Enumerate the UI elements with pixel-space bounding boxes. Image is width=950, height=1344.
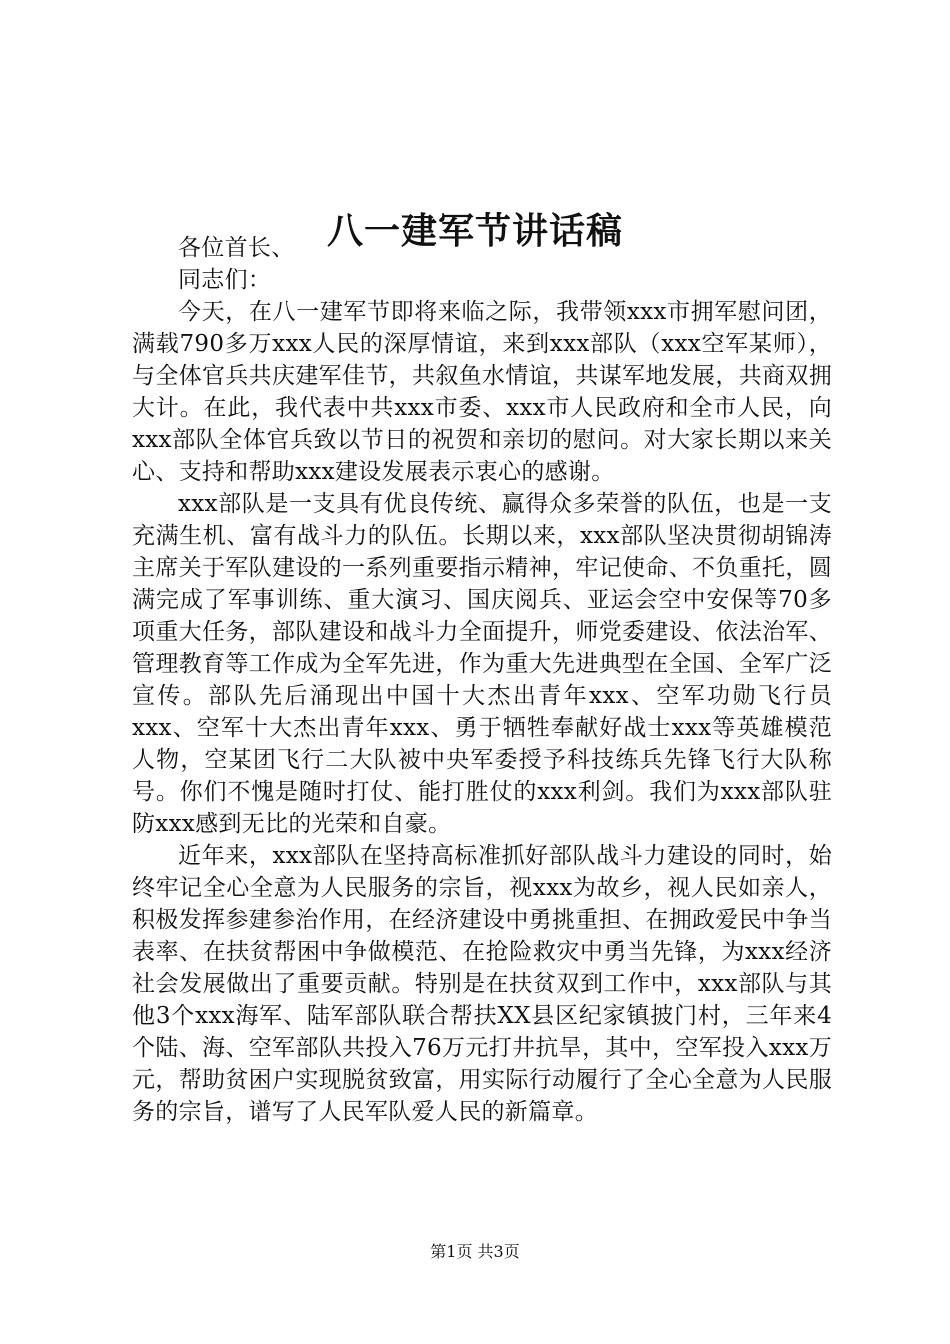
salutation-line-1: 各位首长、 <box>178 235 295 261</box>
page-footer: 第1页 共3页 <box>430 1242 520 1261</box>
body-paragraph-2: xxx部队是一支具有优良传统、赢得众多荣誉的队伍，也是一支充满生机、富有战斗力的队伍。长期以来，xxx部队坚决贯彻胡锦涛主席关于军队建设的一系列重要指示精神，牢记使命、不负重托，圆满完成了军事训练、重大演习、国庆阅兵、亚运会空中安保等70多项重大任务，部队建设和战斗力全面提升，师党委建设、依法治军、管理教育等工作成为全军先进，作为重大先进典型在全国、全军广泛宣传。部队先后涌现出中国十大杰出青年xxx、空军功勋飞行员xxx、空军十大杰出青年xxx、勇于牺牲奉献好战士xxx等英雄模范人物，空某团飞行二大队被中央军委授予科技练兵先锋飞行大队称号。你们不愧是随时打仗、能打胜仗的xxx利剑。我们为xxx部队驻防xxx感到无比的光荣和自豪。 <box>132 491 832 837</box>
body-paragraph-3: 近年来，xxx部队在坚持高标准抓好部队战斗力建设的同时，始终牢记全心全意为人民服务的宗旨，视xxx为故乡，视人民如亲人，积极发挥参建参治作用，在经济建设中勇挑重担、在拥政爱民中争当表率、在扶贫帮困中争做模范、在抢险救灾中勇当先锋，为xxx经济社会发展做出了重要贡献。特别是在扶贫双到工作中，xxx部队与其他3个xxx海军、陆军部队联合帮扶XX县区纪家镇披门村，三年来4个陆、海、空军部队共投入76万元打井抗旱，其中，空军投入xxx万元，帮助贫困户实现脱贫致富，用实际行动履行了全心全意为人民服务的宗旨，谱写了人民军队爱人民的新篇章。 <box>132 843 832 1125</box>
document-body <box>132 232 832 1128</box>
salutation-line-2: 同志们： <box>178 267 272 293</box>
body-paragraph-1: 今天，在八一建军节即将来临之际，我带领xxx市拥军慰问团，满载790多万xxx人民的深厚情谊，来到xxx部队（xxx空军某师），与全体官兵共庆建军佳节，共叙鱼水情谊，共谋军地发展，共商双拥大计。在此，我代表中共xxx市委、xxx市人民政府和全市人民，向xxx部队全体官兵致以节日的祝贺和亲切的慰问。对大家长期以来关心、支持和帮助xxx建设发展表示衷心的感谢。 <box>132 299 832 485</box>
document-title: 八一建军节讲话稿 <box>326 210 623 253</box>
